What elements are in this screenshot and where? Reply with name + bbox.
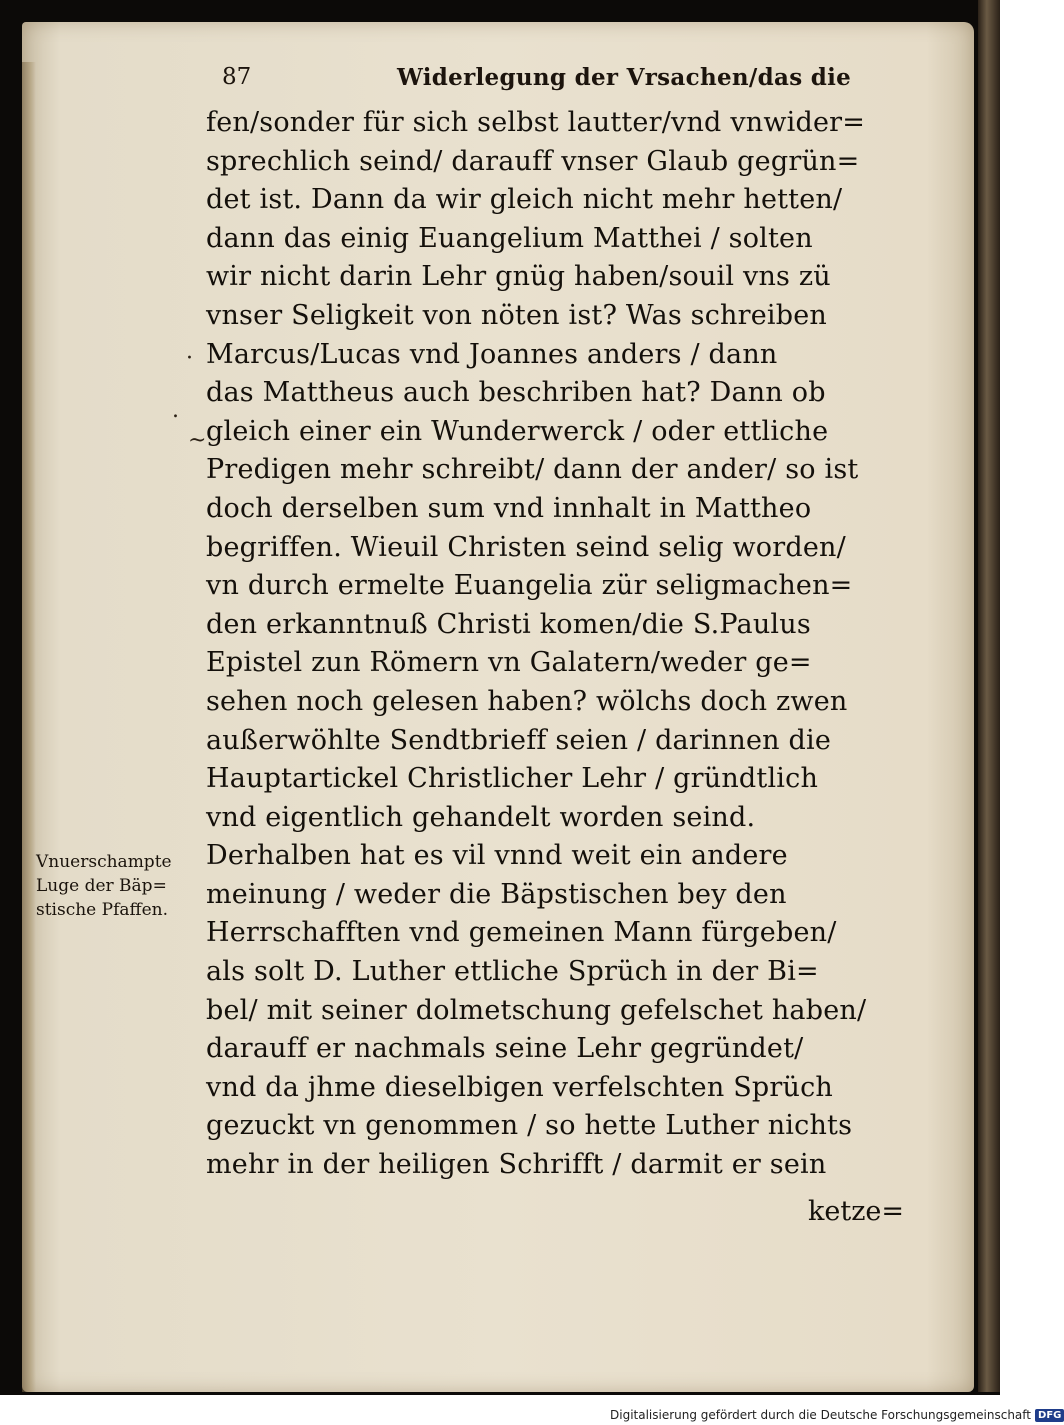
catchword: ketze= — [808, 1196, 905, 1227]
text-line: sprechlich seind/ darauff vnser Glaub gegrün= — [206, 145, 860, 177]
text-line: det ist. Dann da wir gleich nicht mehr hetten/ — [206, 184, 843, 216]
marginal-note — [36, 850, 206, 922]
text-line: wir nicht darin Lehr gnüg haben/souil vns zü — [206, 261, 831, 293]
text-line: darauff er nachmals seine Lehr gegründet/ — [206, 1033, 804, 1065]
text-line: Epistel zun Römern vn Galatern/weder ge= — [206, 647, 812, 679]
text-line: das Mattheus auch beschriben hat? Dann ob — [206, 377, 826, 409]
book-edge — [978, 0, 1000, 1392]
folio-number: 87 — [222, 64, 252, 90]
text-line: vnd da jhme dieselbigen verfelschten Sprüch — [206, 1071, 834, 1103]
margin-dot-mark: . — [172, 398, 179, 423]
text-line: meinung / weder die Bäpstischen bey den — [206, 878, 787, 910]
marginal-note-line: stische Pfaffen. — [36, 900, 169, 920]
text-line: vnser Seligkeit von nöten ist? Was schreiben — [206, 299, 828, 331]
text-line: sehen noch gelesen haben? wölchs doch zwen — [206, 685, 848, 717]
text-line: Hauptartickel Christlicher Lehr / gründtlich — [206, 763, 819, 795]
text-line: Herrschafften vnd gemeinen Mann fürgeben/ — [206, 917, 837, 949]
marginal-note-line: Luge der Bäp= — [36, 876, 167, 896]
text-line: gleich einer ein Wunderwerck / oder ettliche — [206, 415, 829, 447]
page-gutter-shadow — [22, 62, 36, 1392]
text-line: begriffen. Wieuil Christen seind selig worden/ — [206, 531, 846, 563]
text-line: mehr in der heiligen Schrifft / darmit er sein — [206, 1149, 827, 1181]
margin-dot-mark: · — [186, 346, 193, 371]
main-text-block — [206, 104, 906, 1185]
text-line: dann das einig Euangelium Matthei / solten — [206, 222, 813, 254]
marginal-note-line: Vnuerschampte — [36, 852, 172, 872]
text-line: vn durch ermelte Euangelia zür seligmachen= — [206, 570, 853, 602]
running-head — [222, 62, 852, 102]
text-line: Marcus/Lucas vnd Joannes anders / dann — [206, 338, 778, 370]
text-line: gezuckt vn genommen / so hette Luther nichts — [206, 1110, 853, 1142]
text-line: bel/ mit seiner dolmetschung gefelschet haben/ — [206, 994, 867, 1026]
text-line: doch derselben sum vnd innhalt in Mattheo — [206, 492, 812, 524]
margin-dash-mark: ~ — [188, 428, 207, 453]
text-line: Predigen mehr schreibt/ dann der ander/ so ist — [206, 454, 859, 486]
running-title: Widerlegung der Vrsachen/das die — [397, 64, 852, 91]
text-line: den erkanntnuß Christi komen/die S.Paulus — [206, 608, 811, 640]
text-line: außerwöhlte Sendtbrieff seien / darinnen die — [206, 724, 832, 756]
footer-credit — [610, 1405, 1062, 1425]
dfg-logo: DFG — [1035, 1409, 1064, 1422]
text-line: fen/sonder für sich selbst lautter/vnd vnwider= — [206, 107, 866, 138]
text-line: als solt D. Luther ettliche Sprüch in der Bi= — [206, 956, 819, 988]
footer-credit-text: Digitalisierung gefördert durch die Deutsche Forschungsgemeinschaft — [610, 1408, 1032, 1422]
text-line: vnd eigentlich gehandelt worden seind. — [206, 801, 756, 833]
text-line: Derhalben hat es vil vnnd weit ein andere — [206, 840, 788, 872]
